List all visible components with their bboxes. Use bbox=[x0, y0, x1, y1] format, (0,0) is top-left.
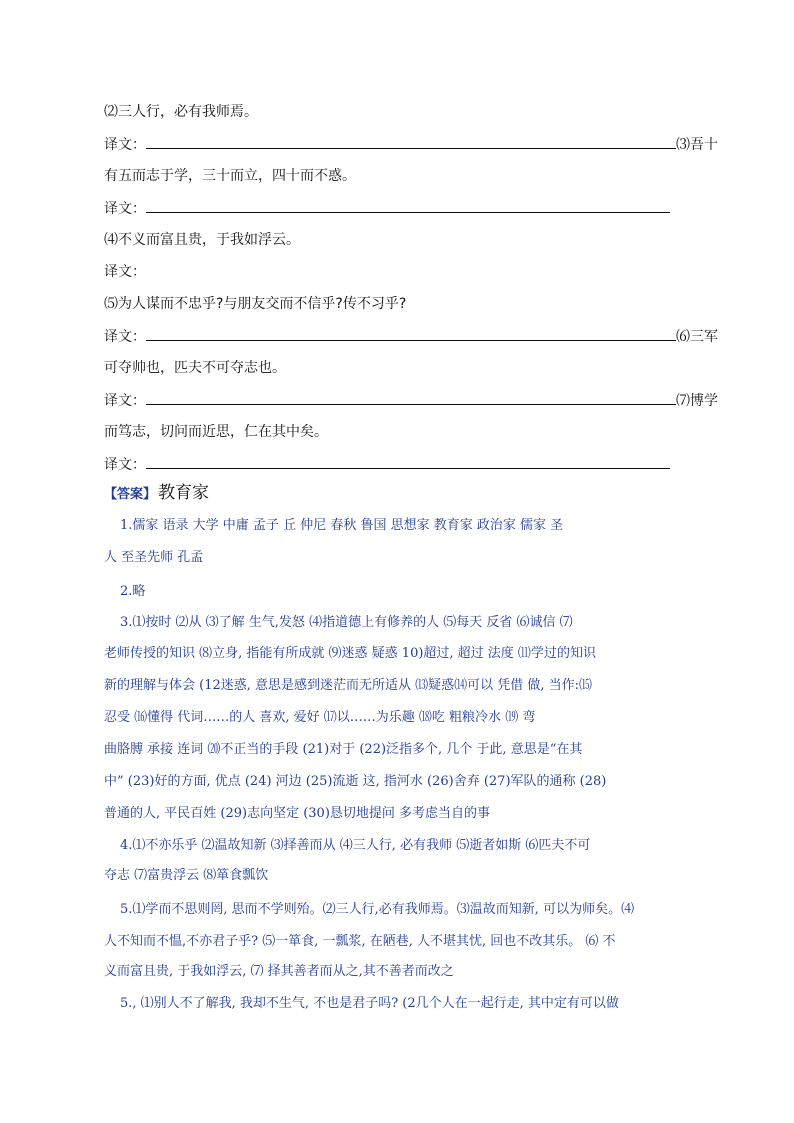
translation-row-5 bbox=[104, 326, 718, 347]
answer-line: 1.儒家 语录 大学 中庸 孟子 丘 仲尼 春秋 鲁国 思想家 教育家 政治家 儒家 圣 bbox=[120, 518, 564, 533]
translation-row-7 bbox=[104, 454, 670, 475]
question-3-continued: 有五而志于学，三十而立，四十而不惑。 bbox=[104, 168, 356, 184]
answer-line: 2.略 bbox=[120, 584, 146, 599]
answer-line: 新的理解与体会 (12迷惑, 意思是感到迷茫而无所适从 ⒀疑惑⒁可以 凭借 做, 当作:⒂ bbox=[104, 678, 593, 693]
answer-header bbox=[104, 482, 209, 506]
question-3-start: ⑶吾十 bbox=[676, 137, 718, 153]
translation-row-4 bbox=[104, 262, 146, 282]
question-5: ⑸为人谋而不忠乎?与朋友交而不信乎?传不习乎? bbox=[104, 296, 407, 312]
answer-title: 教育家 bbox=[158, 483, 210, 503]
answer-line: 曲胳膊 承接 连词 ⒇不正当的手段 (21)对于 (22)泛指多个, 几个 于此, 意思是“在其 bbox=[104, 742, 583, 757]
answer-line: 5.⑴学而不思则罔, 思而不学则殆。⑵三人行,必有我师焉。⑶温故而知新, 可以为师矣。⑷ bbox=[120, 902, 635, 917]
question-6-continued: 可夺帅也，匹夫不可夺志也。 bbox=[104, 360, 286, 376]
answer-line: 夺志 ⑺富贵浮云 ⑻箪食瓢饮 bbox=[104, 868, 269, 883]
translation-label: 译文： bbox=[104, 137, 146, 153]
answer-blank[interactable] bbox=[146, 390, 676, 405]
answer-line: 忍受 ⒃懂得 代词……的人 喜欢, 爱好 ⒄以……为乐趣 ⒅吃 粗粮冷水 ⒆ 弯 bbox=[104, 710, 536, 725]
answer-line: 义而富且贵, 于我如浮云, ⑺ 择其善者而从之,其不善者而改之 bbox=[104, 964, 454, 979]
translation-label: 译文： bbox=[104, 201, 146, 217]
answer-line: 普通的人, 平民百姓 (29)志向坚定 (30)恳切地提问 多考虑当自的事 bbox=[104, 806, 491, 821]
answer-blank[interactable] bbox=[146, 326, 676, 341]
question-4: ⑷不义而富且贵，于我如浮云。 bbox=[104, 232, 300, 248]
answer-line: 老师传授的知识 ⑻立身, 指能有所成就 ⑼迷惑 疑惑 10)超过, 超过 法度 ⑾学过的知识 bbox=[104, 646, 596, 661]
answer-line: 3.⑴按时 ⑵从 ⑶了解 生气,发怒 ⑷指道德上有修养的人 ⑸每天 反省 ⑹诚信 ⑺ bbox=[120, 615, 573, 630]
translation-row-6 bbox=[104, 390, 718, 411]
translation-label: 译文： bbox=[104, 457, 146, 473]
translation-row-3 bbox=[104, 198, 670, 219]
answer-blank[interactable] bbox=[146, 198, 670, 213]
answer-line: 人不知而不愠,不亦君子乎? ⑸一箪食, 一瓢浆, 在陋巷, 人不堪其忧, 回也不改其乐。 ⑹ 不 bbox=[104, 934, 616, 949]
question-6-start: ⑹三军 bbox=[676, 329, 718, 345]
translation-row-2 bbox=[104, 134, 718, 155]
question-7-continued: 而笃志，切问而近思，仁在其中矣。 bbox=[104, 424, 328, 440]
translation-label: 译文： bbox=[104, 393, 146, 409]
question-2: ⑵三人行，必有我师焉。 bbox=[104, 104, 258, 120]
answer-line: 5., ⑴别人不了解我, 我却不生气, 不也是君子吗? (2几个人在一起行走, 其中定有可以做 bbox=[120, 996, 619, 1011]
answer-line: 中” (23)好的方面, 优点 (24) 河边 (25)流逝 这, 指河水 (26)舍弃 (27)军队的通称 (28) bbox=[104, 774, 607, 789]
translation-label: 译文： bbox=[104, 264, 146, 280]
answer-tag: 【答案】 bbox=[104, 487, 157, 502]
question-7-start: ⑺博学 bbox=[676, 393, 718, 409]
answer-blank[interactable] bbox=[146, 134, 676, 149]
answer-line: 4.⑴不亦乐乎 ⑵温故知新 ⑶择善而从 ⑷三人行, 必有我师 ⑸逝者如斯 ⑹匹夫不可 bbox=[120, 838, 591, 853]
translation-label: 译文： bbox=[104, 329, 146, 345]
answer-line: 人 至圣先师 孔孟 bbox=[104, 550, 204, 565]
answer-blank[interactable] bbox=[146, 454, 670, 469]
